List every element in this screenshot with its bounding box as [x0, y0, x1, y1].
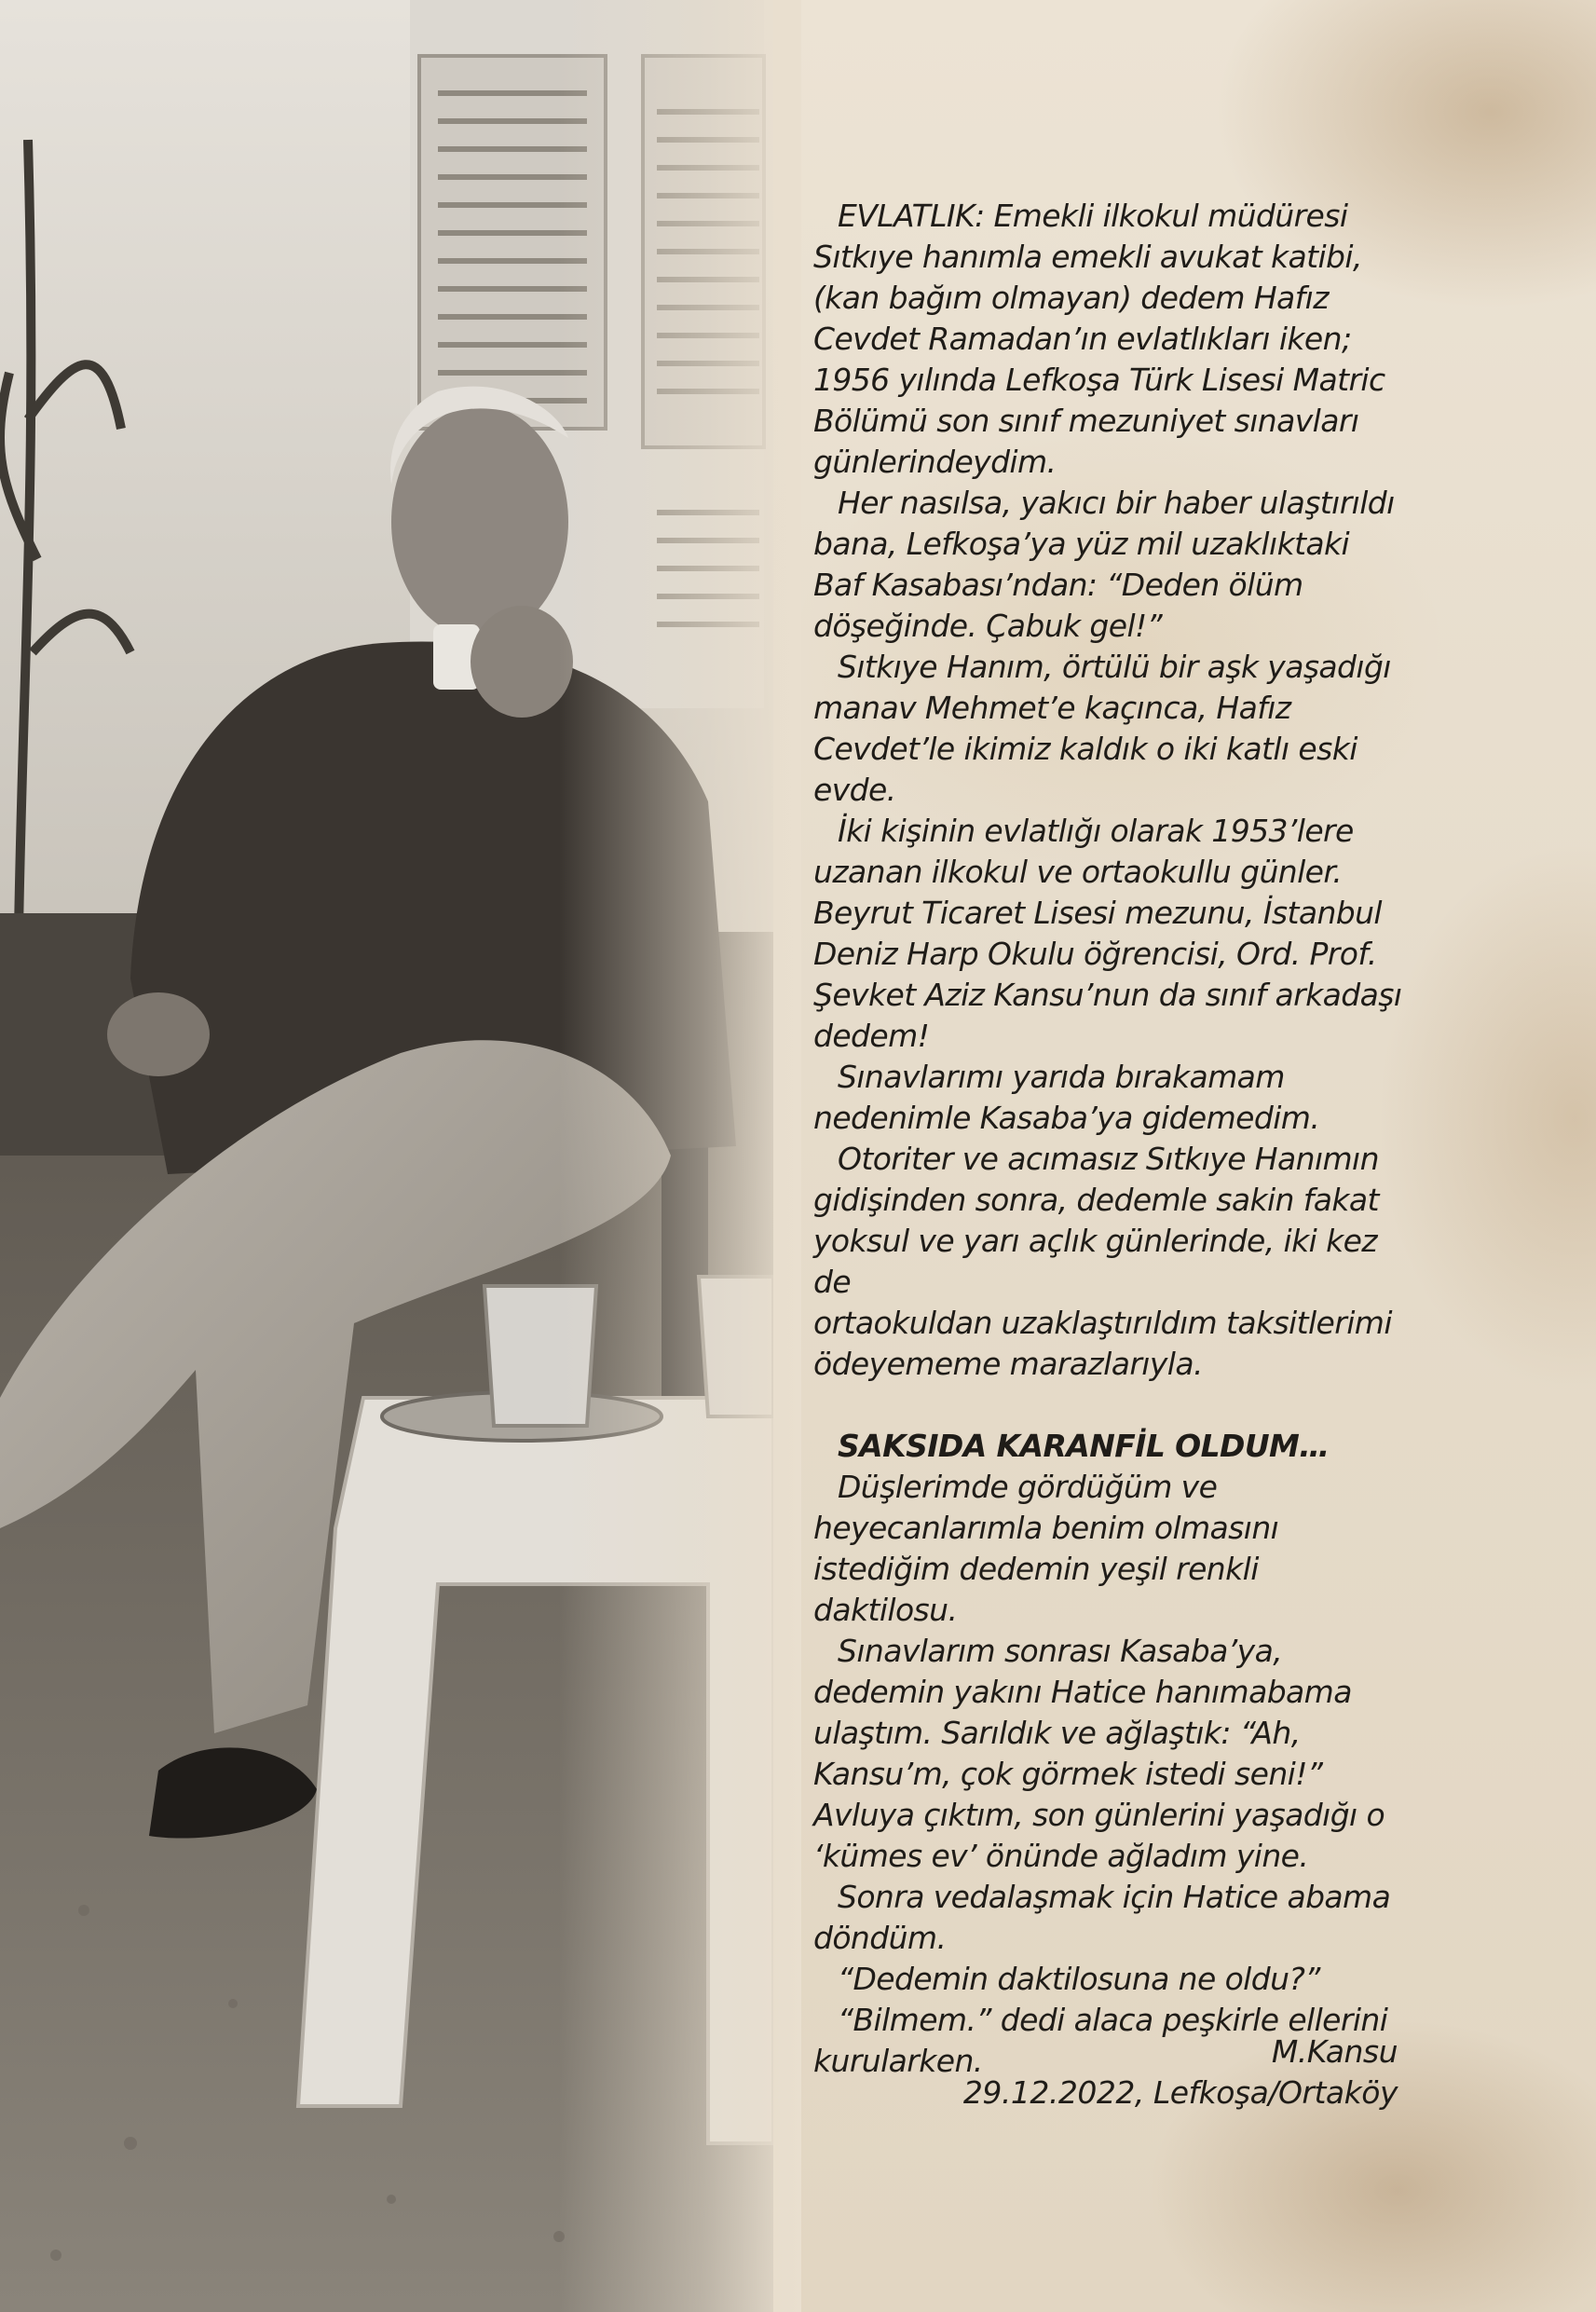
paragraph: “Dedemin daktilosuna ne oldu?” [838, 1961, 1320, 1997]
photo-fade-overlay [559, 0, 801, 2312]
author-name: M.Kansu [1271, 2033, 1398, 2070]
paragraph: İki kişinin evlatlığı olarak 1953’lere uzanan ilkokul ve ortaokullu günler. Beyrut Ticaret Lisesi mezunu, İstanbul Deniz Harp Okulu öğrencisi, Ord. Prof. Şevket Aziz Kansu’nun da sınıf arkadaşı dedem! [813, 813, 1402, 1054]
paragraph: Düşlerimde gördüğüm ve heyecanlarımla benim olmasını istediğim dedemin yeşil renkli daktilosu. [813, 1469, 1279, 1628]
paragraph: Sınavlarım sonrası Kasaba’ya, dedemin yakını Hatice hanımabama ulaştım. Sarıldık ve ağlaştık: “Ah, Kansu’m, çok görmek istedi seni!” Avluya çıktım, son günlerini yaşadığı o ‘kümes ev’ önünde ağladım yine. [813, 1633, 1385, 1874]
paragraph: Sonra vedalaşmak için Hatice abama döndüm. [813, 1879, 1391, 1956]
date-place: 29.12.2022, Lefkoşa/Ortaköy [962, 2074, 1398, 2111]
paragraph: “Bilmem.” dedi alaca peşkirle ellerini kurularken. [813, 2002, 1388, 2079]
paragraph: Otoriter ve acımasız Sıtkıye Hanımın gidişinden sonra, dedemle sakin fakat yoksul ve yarı açlık günlerinde, iki kez de ortaokuldan uzaklaştırıldım taksitlerimi ödeyememe marazlarıyla. [813, 1141, 1392, 1382]
signature-block [839, 2032, 1398, 2114]
article-body [813, 196, 1410, 2082]
section-heading: SAKSIDA KARANFİL OLDUM… [838, 1428, 1330, 1464]
paragraph: Sınavlarımı yarıda bırakamam nedenimle Kasaba’ya gidemedim. [813, 1059, 1320, 1136]
paragraph: Her nasılsa, yakıcı bir haber ulaştırıldı bana, Lefkoşa’ya yüz mil uzaklıktaki Baf Kasabası’ndan: “Deden ölüm döşeğinde. Çabuk gel!” [813, 485, 1395, 644]
paragraph: EVLATLIK: Emekli ilkokul müdüresi Sıtkıye hanımla emekli avukat katibi, (kan bağım olmayan) dedem Hafız Cevdet Ramadan’ın evlatlıkları iken; 1956 yılında Lefkoşa Türk Lisesi Matric Bölümü son sınıf mezuniyet sınavları günlerindeydim. [813, 198, 1385, 480]
paragraph: Sıtkıye Hanım, örtülü bir aşk yaşadığı manav Mehmet’e kaçınca, Hafız Cevdet’le ikimiz kaldık o iki katlı eski evde. [813, 649, 1391, 808]
